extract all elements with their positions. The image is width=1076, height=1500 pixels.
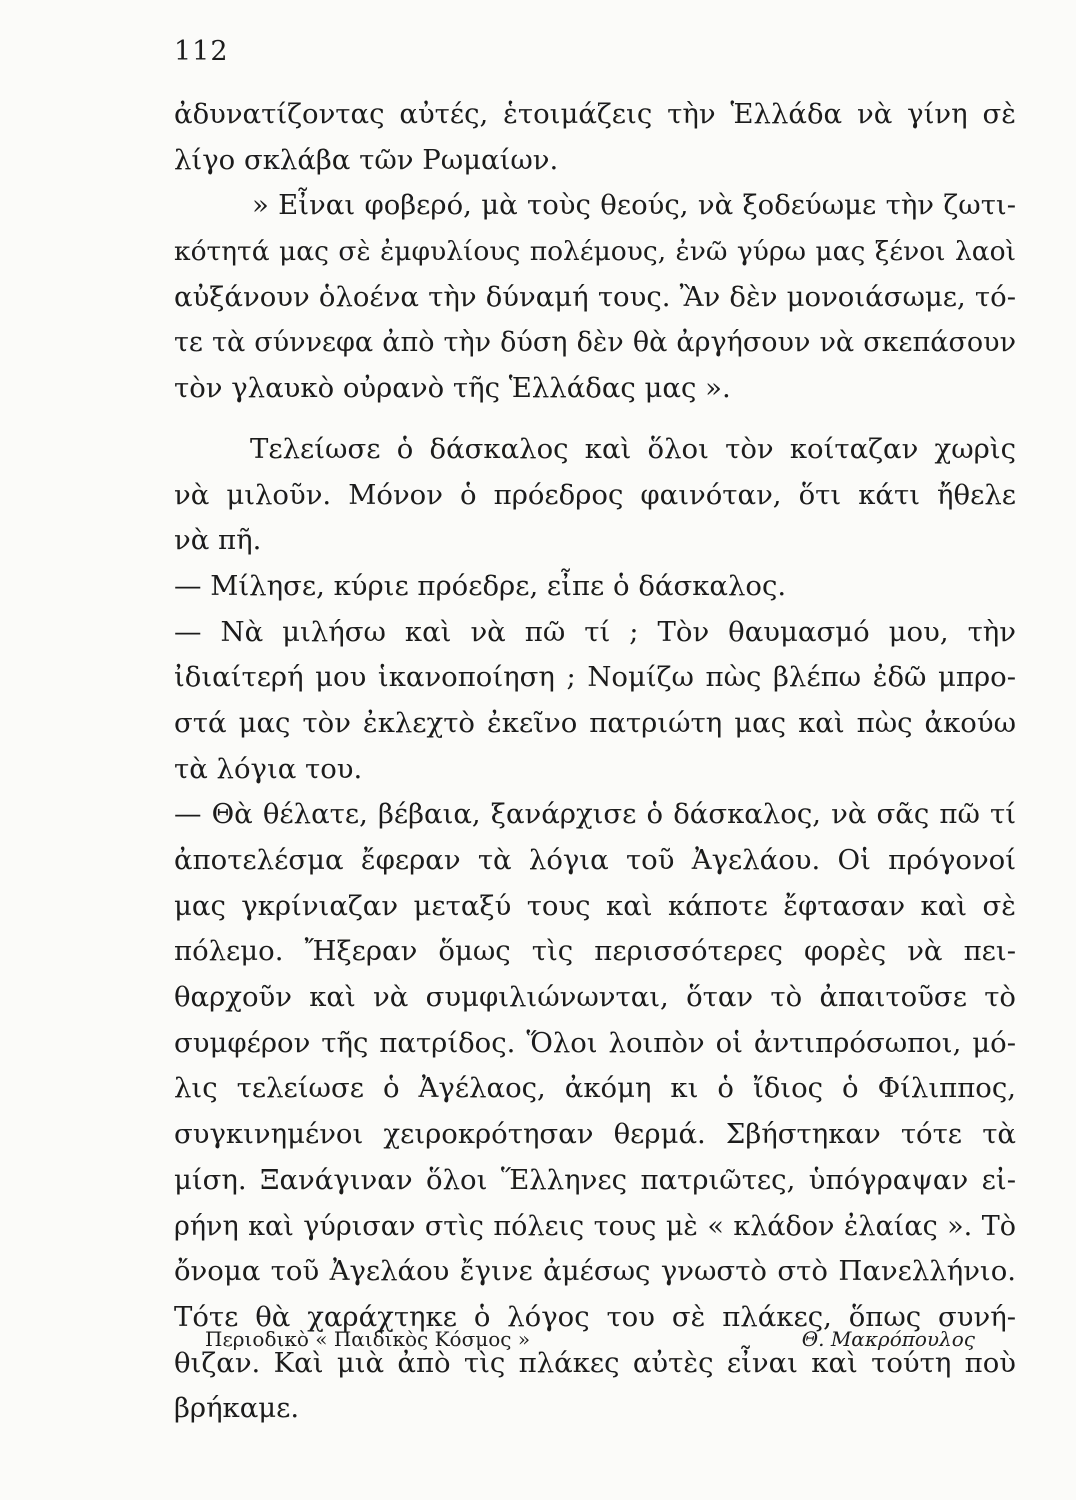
- text-line: βρήκαμε.: [174, 1392, 300, 1425]
- text-line: — Νὰ μιλήσω καὶ νὰ πῶ τί ; Τὸν θαυμασμό μου, τὴν: [174, 615, 1016, 648]
- text-line: Τελείωσε ὁ δάσκαλος καὶ ὅλοι τὸν κοίταζαν χωρὶς: [250, 432, 1016, 465]
- text-line: — Μίλησε, κύριε πρόεδρε, εἶπε ὁ δάσκαλος.: [174, 569, 787, 602]
- text-line: τὸν γλαυκὸ οὐρανὸ τῆς Ἑλλάδας μας ».: [174, 372, 731, 405]
- body-text: [174, 92, 1016, 1432]
- text-line: συμφέρον τῆς πατρίδος. Ὅλοι λοιπὸν οἱ ἀντιπρόσωποι, μό-: [174, 1026, 1016, 1059]
- page-number: 112: [174, 36, 229, 67]
- text-line: ρήνη καὶ γύρισαν στὶς πόλεις τους μὲ « κλάδον ἐλαίας ». Τὸ: [174, 1210, 1016, 1242]
- text-line: στά μας τὸν ἐκλεχτὸ ἐκεῖνο πατριώτη μας καὶ πὼς ἀκούω: [174, 706, 1016, 739]
- paragraph-gap: [174, 412, 1016, 427]
- source-citation: Περιοδικὸ « Παιδικὸς Κόσμος »: [205, 1327, 531, 1351]
- text-line: θιζαν. Καὶ μιὰ ἀπὸ τὶς πλάκες αὐτὲς εἶναι καὶ τούτη ποὺ: [174, 1346, 1016, 1379]
- text-line: ἀδυνατίζοντας αὐτές, ἑτοιμάζεις τὴν Ἑλλάδα νὰ γίνη σὲ: [174, 98, 1016, 130]
- text-line: — Θὰ θέλατε, βέβαια, ξανάρχισε ὁ δάσκαλος, νὰ σᾶς πῶ τί: [174, 798, 1016, 831]
- text-line: λίγο σκλάβα τῶν Ρωμαίων.: [174, 143, 559, 176]
- text-line: » Εἶναι φοβερό, μὰ τοὺς θεούς, νὰ ξοδεύωμε τὴν ζωτι-: [252, 189, 1016, 222]
- text-line: μας γκρίνιαζαν μεταξύ τους καὶ κάποτε ἔφτασαν καὶ σὲ: [174, 889, 1016, 922]
- text-line: πόλεμο. Ἤξεραν ὅμως τὶς περισσότερες φορὲς νὰ πει-: [174, 935, 1016, 968]
- page-footer: [205, 1327, 975, 1351]
- text-line: ἰδιαίτερή μου ἱκανοποίηση ; Νομίζω πὼς βλέπω ἐδῶ μπρο-: [174, 661, 1016, 694]
- text-line: συγκινημένοι χειροκρότησαν θερμά. Σβήστηκαν τότε τὰ: [174, 1118, 1016, 1151]
- text-line: τὰ λόγια του.: [174, 752, 363, 785]
- text-line: ἀποτελέσμα ἔφεραν τὰ λόγια τοῦ Ἀγελάου. Οἱ πρόγονοί: [174, 844, 1016, 876]
- text-line: νὰ πῆ.: [174, 524, 262, 557]
- author-name: Θ. Μακρόπουλος: [801, 1327, 975, 1351]
- text-line: λις τελείωσε ὁ Ἀγέλαος, ἀκόμη κι ὁ ἴδιος ὁ Φίλιππος,: [174, 1072, 1016, 1105]
- text-line: τε τὰ σύννεφα ἀπὸ τὴν δύση δὲν θὰ ἀργήσουν νὰ σκεπάσουν: [174, 327, 1016, 359]
- text-line: ὄνομα τοῦ Ἀγελάου ἔγινε ἀμέσως γνωστὸ στὸ Πανελλήνιο.: [174, 1255, 1016, 1288]
- text-line: Τότε θὰ χαράχτηκε ὁ λόγος του σὲ πλάκες, ὅπως συνή-: [174, 1300, 1016, 1333]
- text-line: μίση. Ξανάγιναν ὅλοι Ἕλληνες πατριῶτες, ὑπόγραψαν εἰ-: [174, 1163, 1016, 1196]
- text-line: κότητά μας σὲ ἐμφυλίους πολέμους, ἐνῶ γύρω μας ξένοι λαοὶ: [174, 236, 1016, 268]
- text-line: αὐξάνουν ὁλοένα τὴν δύναμή τους. Ἂν δὲν μονοιάσωμε, τό-: [174, 280, 1016, 313]
- text-line: θαρχοῦν καὶ νὰ συμφιλιώνωνται, ὅταν τὸ ἀπαιτοῦσε τὸ: [174, 981, 1016, 1014]
- text-line: νὰ μιλοῦν. Μόνον ὁ πρόεδρος φαινόταν, ὅτι κάτι ἤθελε: [174, 478, 1016, 511]
